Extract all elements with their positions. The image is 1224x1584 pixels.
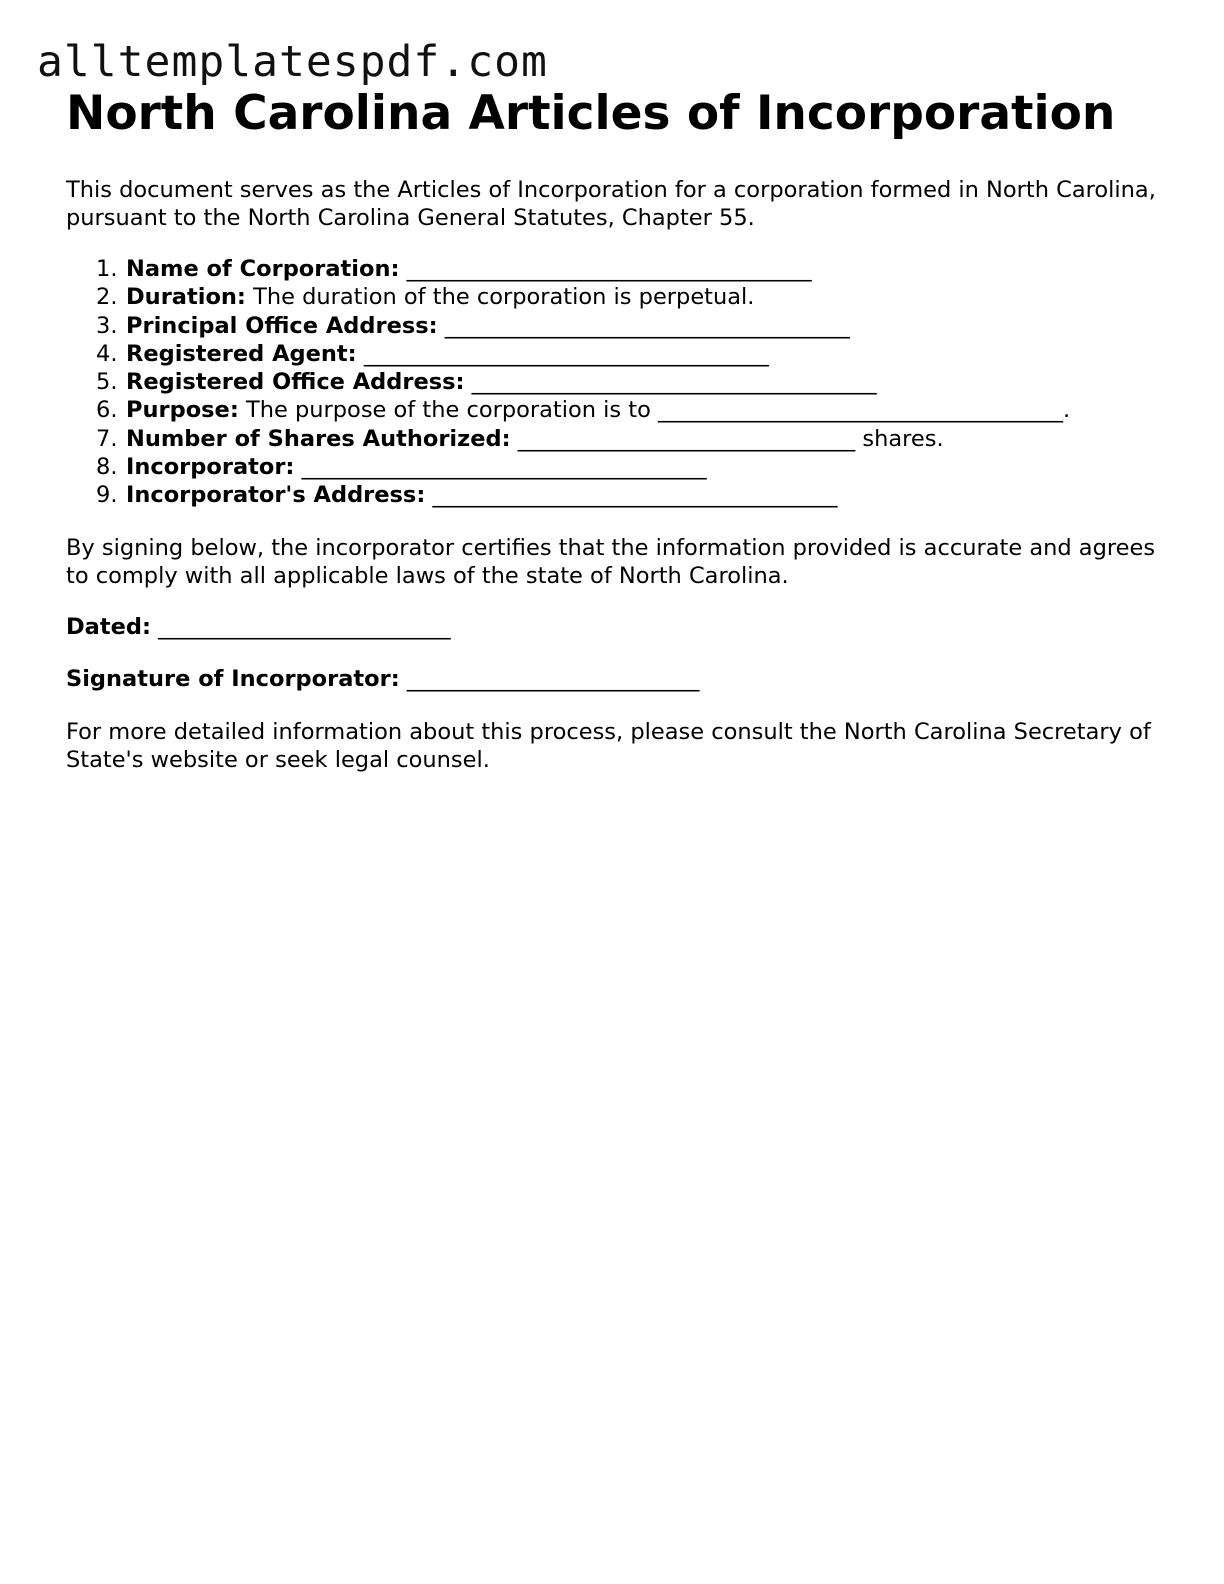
item-label: Duration:	[126, 284, 246, 311]
list-item	[66, 340, 1070, 368]
item-text: ____________________________________	[425, 482, 838, 509]
item-number: 8.	[96, 454, 118, 481]
document-title: North Carolina Articles of Incorporation	[66, 86, 1116, 141]
list-item	[66, 453, 1070, 481]
item-label: Name of Corporation:	[126, 256, 400, 282]
footer-paragraph: For more detailed information about this process, please consult the North Carolina Secretary of State's website or seek legal counsel.	[66, 719, 1151, 774]
item-label: Purpose:	[126, 397, 239, 424]
list-item	[66, 481, 1070, 509]
item-label: Number of Shares Authorized:	[126, 425, 511, 452]
list-item	[66, 396, 1070, 424]
list-item	[66, 283, 1070, 311]
item-text: The purpose of the corporation is to ____________________________________.	[238, 397, 1071, 424]
item-number: 7.	[96, 425, 118, 452]
item-label: Incorporator's Address:	[126, 482, 426, 509]
item-text: ____________________________________	[356, 340, 769, 367]
item-label: Principal Office Address:	[126, 312, 438, 339]
item-label: Registered Office Address:	[126, 369, 465, 396]
item-text: ____________________________________	[399, 256, 812, 282]
dated-line	[66, 613, 451, 641]
item-text: ____________________________________	[464, 369, 877, 396]
articles-list	[66, 255, 1070, 510]
certification-paragraph: By signing below, the incorporator certifies that the information provided is accurate and agrees to comply with all applicable laws of the state of North Carolina.	[66, 535, 1156, 590]
dated-blank: __________________________	[150, 614, 451, 640]
item-number: 2.	[96, 284, 118, 311]
item-number: 1.	[96, 256, 118, 282]
item-text: ____________________________________	[437, 312, 850, 339]
item-number: 9.	[96, 482, 118, 509]
item-number: 3.	[96, 312, 118, 339]
list-item	[66, 312, 1070, 340]
list-item	[66, 255, 1070, 283]
item-number: 6.	[96, 397, 118, 424]
signature-label: Signature of Incorporator:	[66, 666, 400, 692]
list-item	[66, 368, 1070, 396]
item-label: Incorporator:	[126, 454, 295, 481]
item-text: ______________________________ shares.	[510, 425, 944, 452]
intro-paragraph: This document serves as the Articles of Incorporation for a corporation formed in North Carolina, pursuant to the North Carolina General Statutes, Chapter 55.	[66, 177, 1156, 232]
dated-label: Dated:	[66, 614, 151, 640]
list-item	[66, 425, 1070, 453]
signature-line	[66, 665, 699, 693]
item-number: 4.	[96, 340, 118, 367]
signature-blank: __________________________	[399, 666, 700, 692]
item-text: The duration of the corporation is perpetual.	[245, 284, 755, 311]
watermark-text: alltemplatespdf.com	[37, 37, 548, 87]
item-text: ____________________________________	[294, 454, 707, 481]
item-number: 5.	[96, 369, 118, 396]
item-label: Registered Agent:	[126, 340, 357, 367]
